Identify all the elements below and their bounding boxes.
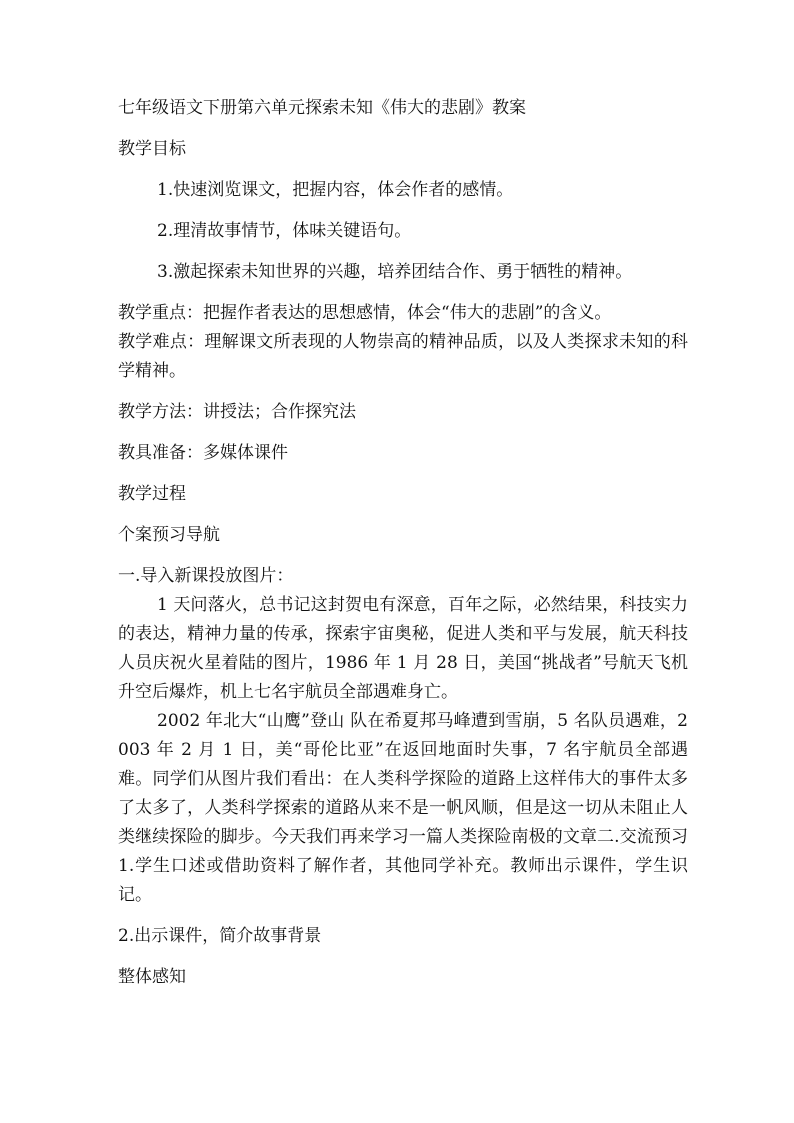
teaching-methods: 教学方法：讲授法；合作探究法 — [118, 402, 356, 422]
objective-item-1: 1.快速浏览课文，把握内容，体会作者的感情。 — [157, 180, 514, 200]
item-2: 2.出示课件，简介故事背景 — [118, 926, 322, 946]
objective-item-2: 2.理清故事情节，体味关键语句。 — [157, 221, 412, 241]
preview-heading: 个案预习导航 — [118, 525, 220, 545]
teaching-tools: 教具准备：多媒体课件 — [118, 443, 288, 463]
difficulties: 教学难点：理解课文所表现的人物崇高的精神品质，以及人类探求未知的科学精神。 — [118, 332, 688, 381]
document-title: 七年级语文下册第六单元探索未知《伟大的悲剧》教案 — [118, 98, 526, 118]
document-page — [118, 94, 688, 992]
objective-item-3: 3.激起探索未知世界的兴趣，培养团结合作、勇于牺牲的精神。 — [157, 262, 633, 282]
paragraph-2: 2002 年北大“山鹰”登山 队在希夏邦马峰遭到雪崩，5 名队员遇难，2003 年 2 月 1 日，美“哥伦比亚”在返回地面时失事，7 名宇航员全部遇难。同学们从图片我们看出：在人类科学探险的道路上这样伟大的事件太多了太多了，人类科学探索的道路从来不是一帆风顺，但是这一切从未阻止人类继续探险的脚步。今天我们再来学习一篇人类探险南极的文章二.交流预习1.学生口述或借助资料了解作者，其他同学补充。教师出示课件，学生识记。 — [118, 711, 688, 905]
paragraph-1: 1 天问落火，总书记这封贺电有深意，百年之际，必然结果，科技实力的表达，精神力量的传承，探索宇宙奥秘，促进人类和平与发展，航天科技人员庆祝火星着陆的图片，1986 年 1 月 28 日，美国“挑战者”号航天飞机升空后爆炸，机上七名宇航员全部遇难身亡。 — [118, 595, 688, 702]
overall-heading: 整体感知 — [118, 967, 186, 987]
section-one-heading: 一.导入新课投放图片： — [118, 566, 294, 586]
process-heading: 教学过程 — [118, 484, 186, 504]
key-points: 教学重点：把握作者表达的思想感情，体会“伟大的悲剧”的含义。 — [118, 303, 612, 323]
objectives-heading: 教学目标 — [118, 139, 186, 159]
